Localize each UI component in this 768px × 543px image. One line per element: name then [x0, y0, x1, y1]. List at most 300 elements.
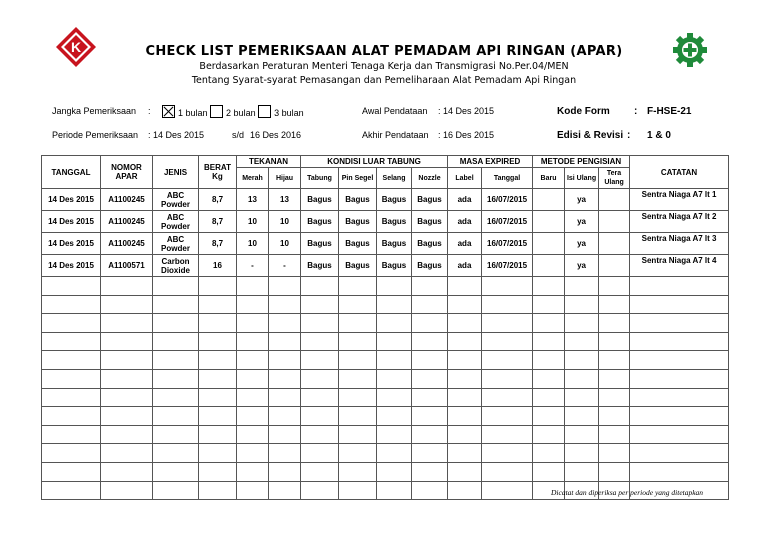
empty-cell-pin-segel — [339, 462, 377, 481]
empty-cell-berat — [199, 351, 237, 370]
empty-cell-pin-segel — [339, 332, 377, 351]
sd-label: s/d — [232, 130, 245, 140]
empty-cell-baru — [533, 295, 565, 314]
empty-cell-merah — [237, 407, 269, 426]
empty-cell-label — [448, 388, 482, 407]
empty-table-row — [42, 314, 729, 333]
empty-cell-nomor-apar — [101, 277, 153, 296]
empty-cell-baru — [533, 407, 565, 426]
empty-cell-hijau — [269, 425, 301, 444]
empty-cell-nozzle — [412, 425, 448, 444]
empty-cell-isi-ulang — [565, 444, 599, 463]
empty-cell-nozzle — [412, 444, 448, 463]
document-subtitle-topic: Tentang Syarat-syarat Pemasangan dan Pemeliharaan Alat Pemadam Api Ringan — [191, 75, 577, 86]
cell-tabung: Bagus — [301, 233, 339, 255]
empty-cell-tera-ulang — [599, 444, 630, 463]
header-tanggal-expired: Tanggal — [482, 168, 533, 189]
empty-cell-tanggal — [42, 295, 101, 314]
empty-cell-tanggal — [42, 444, 101, 463]
empty-cell-baru — [533, 277, 565, 296]
cell-tabung: Bagus — [301, 255, 339, 277]
empty-cell-tabung — [301, 388, 339, 407]
empty-cell-isi-ulang — [565, 407, 599, 426]
empty-cell-hijau — [269, 407, 301, 426]
empty-cell-nomor-apar — [101, 425, 153, 444]
empty-cell-catatan — [630, 407, 729, 426]
cell-selang: Bagus — [377, 233, 412, 255]
empty-cell-berat — [199, 332, 237, 351]
empty-cell-baru — [533, 425, 565, 444]
empty-cell-tanggal-expired — [482, 351, 533, 370]
empty-table-row — [42, 369, 729, 388]
cell-nozzle: Bagus — [412, 211, 448, 233]
empty-cell-tanggal-expired — [482, 369, 533, 388]
empty-table-row — [42, 277, 729, 296]
empty-cell-nozzle — [412, 481, 448, 500]
empty-cell-merah — [237, 332, 269, 351]
empty-cell-merah — [237, 481, 269, 500]
empty-cell-pin-segel — [339, 351, 377, 370]
empty-cell-nomor-apar — [101, 407, 153, 426]
empty-cell-label — [448, 277, 482, 296]
table-row — [42, 211, 729, 233]
empty-cell-berat — [199, 481, 237, 500]
empty-cell-tanggal-expired — [482, 277, 533, 296]
cell-baru — [533, 233, 565, 255]
jangka-colon: : — [148, 106, 151, 116]
empty-cell-isi-ulang — [565, 369, 599, 388]
empty-table-row — [42, 332, 729, 351]
empty-cell-catatan — [630, 332, 729, 351]
empty-cell-selang — [377, 332, 412, 351]
empty-cell-tanggal — [42, 314, 101, 333]
empty-cell-tanggal — [42, 481, 101, 500]
empty-cell-selang — [377, 295, 412, 314]
empty-cell-jenis — [153, 425, 199, 444]
empty-cell-hijau — [269, 369, 301, 388]
empty-cell-merah — [237, 295, 269, 314]
header-merah: Merah — [237, 168, 269, 189]
empty-cell-tera-ulang — [599, 369, 630, 388]
empty-cell-tanggal-expired — [482, 407, 533, 426]
cell-berat: 8,7 — [199, 211, 237, 233]
empty-cell-nozzle — [412, 277, 448, 296]
empty-cell-tanggal — [42, 277, 101, 296]
empty-cell-tanggal — [42, 425, 101, 444]
header-tera-ulang: Tera Ulang — [599, 168, 630, 189]
empty-cell-tabung — [301, 314, 339, 333]
empty-cell-berat — [199, 462, 237, 481]
cell-tanggal-expired: 16/07/2015 — [482, 255, 533, 277]
cell-pin-segel: Bagus — [339, 255, 377, 277]
empty-cell-isi-ulang — [565, 295, 599, 314]
empty-cell-pin-segel — [339, 277, 377, 296]
empty-cell-tanggal — [42, 332, 101, 351]
akhir-value: : 16 Des 2015 — [438, 130, 495, 140]
empty-cell-baru — [533, 351, 565, 370]
empty-cell-catatan — [630, 351, 729, 370]
empty-cell-label — [448, 332, 482, 351]
empty-cell-tanggal-expired — [482, 314, 533, 333]
empty-cell-tabung — [301, 277, 339, 296]
cell-hijau: 10 — [269, 233, 301, 255]
empty-cell-tanggal — [42, 462, 101, 481]
edisi-value: 1 & 0 — [647, 130, 671, 141]
cell-tanggal: 14 Des 2015 — [42, 189, 101, 211]
empty-cell-tera-ulang — [599, 332, 630, 351]
cell-merah: 10 — [237, 211, 269, 233]
empty-cell-label — [448, 351, 482, 370]
empty-cell-hijau — [269, 314, 301, 333]
cell-tanggal: 14 Des 2015 — [42, 255, 101, 277]
empty-cell-tera-ulang — [599, 314, 630, 333]
empty-table-row — [42, 407, 729, 426]
empty-cell-tanggal — [42, 351, 101, 370]
empty-cell-baru — [533, 444, 565, 463]
cell-tanggal: 14 Des 2015 — [42, 233, 101, 255]
empty-cell-tanggal — [42, 388, 101, 407]
empty-cell-berat — [199, 444, 237, 463]
empty-cell-selang — [377, 314, 412, 333]
empty-cell-pin-segel — [339, 407, 377, 426]
empty-cell-jenis — [153, 407, 199, 426]
empty-cell-catatan — [630, 462, 729, 481]
cell-pin-segel: Bagus — [339, 233, 377, 255]
kode-form-value: F-HSE-21 — [647, 106, 692, 117]
cell-tanggal-expired: 16/07/2015 — [482, 211, 533, 233]
empty-cell-isi-ulang — [565, 314, 599, 333]
header-masa-expired: MASA EXPIRED — [448, 156, 533, 168]
cell-berat: 8,7 — [199, 233, 237, 255]
empty-cell-berat — [199, 388, 237, 407]
empty-cell-jenis — [153, 277, 199, 296]
empty-cell-hijau — [269, 295, 301, 314]
empty-table-row — [42, 444, 729, 463]
cell-merah: 10 — [237, 233, 269, 255]
apar-checklist-table — [41, 155, 729, 500]
cell-baru — [533, 189, 565, 211]
empty-cell-isi-ulang — [565, 425, 599, 444]
awal-value: : 14 Des 2015 — [438, 106, 495, 116]
sd-value: 16 Des 2016 — [250, 130, 302, 140]
table-row — [42, 189, 729, 211]
empty-cell-tabung — [301, 407, 339, 426]
empty-cell-selang — [377, 481, 412, 500]
empty-table-row — [42, 425, 729, 444]
cell-pin-segel: Bagus — [339, 189, 377, 211]
empty-cell-tanggal-expired — [482, 332, 533, 351]
empty-cell-selang — [377, 407, 412, 426]
empty-cell-jenis — [153, 295, 199, 314]
empty-cell-nomor-apar — [101, 295, 153, 314]
cell-jenis: ABC Powder — [153, 233, 199, 255]
cell-nomor-apar: A1100571 — [101, 255, 153, 277]
empty-cell-nozzle — [412, 462, 448, 481]
empty-cell-label — [448, 295, 482, 314]
header-tabung: Tabung — [301, 168, 339, 189]
cell-hijau: 10 — [269, 211, 301, 233]
empty-cell-tabung — [301, 295, 339, 314]
empty-cell-nozzle — [412, 314, 448, 333]
empty-cell-hijau — [269, 332, 301, 351]
empty-cell-merah — [237, 388, 269, 407]
cell-label: ada — [448, 255, 482, 277]
table-body — [42, 189, 729, 500]
empty-cell-label — [448, 462, 482, 481]
empty-cell-tabung — [301, 425, 339, 444]
cell-tera-ulang — [599, 211, 630, 233]
checkbox-3-bulan[interactable] — [258, 105, 271, 118]
cell-catatan: Sentra Niaga A7 lt 4 — [630, 255, 729, 277]
cell-tera-ulang — [599, 255, 630, 277]
cell-tabung: Bagus — [301, 189, 339, 211]
empty-cell-baru — [533, 462, 565, 481]
header-baru: Baru — [533, 168, 565, 189]
cell-catatan: Sentra Niaga A7 lt 2 — [630, 211, 729, 233]
cell-tanggal: 14 Des 2015 — [42, 211, 101, 233]
empty-cell-selang — [377, 444, 412, 463]
header-selang: Selang — [377, 168, 412, 189]
header-hijau: Hijau — [269, 168, 301, 189]
empty-cell-selang — [377, 462, 412, 481]
header-pin-segel: Pin Segel — [339, 168, 377, 189]
akhir-label: Akhir Pendataan — [362, 130, 429, 140]
empty-cell-jenis — [153, 314, 199, 333]
empty-cell-merah — [237, 462, 269, 481]
empty-cell-selang — [377, 388, 412, 407]
header-tekanan: TEKANAN — [237, 156, 301, 168]
empty-cell-label — [448, 407, 482, 426]
empty-table-row — [42, 295, 729, 314]
empty-cell-isi-ulang — [565, 351, 599, 370]
empty-cell-tanggal — [42, 369, 101, 388]
cell-selang: Bagus — [377, 189, 412, 211]
cell-nozzle: Bagus — [412, 233, 448, 255]
empty-cell-label — [448, 369, 482, 388]
cell-nozzle: Bagus — [412, 255, 448, 277]
header-isi-ulang: Isi Ulang — [565, 168, 599, 189]
cell-berat: 16 — [199, 255, 237, 277]
cell-catatan: Sentra Niaga A7 lt 1 — [630, 189, 729, 211]
empty-cell-tanggal-expired — [482, 444, 533, 463]
header-catatan: CATATAN — [630, 156, 729, 189]
cell-baru — [533, 255, 565, 277]
empty-cell-nomor-apar — [101, 444, 153, 463]
logo-letter: K — [70, 39, 82, 55]
empty-cell-catatan — [630, 277, 729, 296]
empty-cell-tabung — [301, 444, 339, 463]
empty-cell-merah — [237, 369, 269, 388]
kode-form-label: Kode Form — [557, 106, 610, 117]
empty-cell-tera-ulang — [599, 388, 630, 407]
header-kondisi: KONDISI LUAR TABUNG — [301, 156, 448, 168]
empty-cell-tera-ulang — [599, 277, 630, 296]
cell-nomor-apar: A1100245 — [101, 211, 153, 233]
option-3-bulan-label: 3 bulan — [274, 108, 304, 118]
empty-table-row — [42, 388, 729, 407]
empty-cell-tanggal — [42, 407, 101, 426]
empty-cell-nozzle — [412, 369, 448, 388]
empty-cell-pin-segel — [339, 369, 377, 388]
cell-tabung: Bagus — [301, 211, 339, 233]
empty-cell-pin-segel — [339, 295, 377, 314]
cell-label: ada — [448, 189, 482, 211]
empty-cell-nomor-apar — [101, 351, 153, 370]
empty-cell-catatan — [630, 388, 729, 407]
periode-value: : 14 Des 2015 — [148, 130, 205, 140]
empty-cell-nomor-apar — [101, 369, 153, 388]
empty-cell-berat — [199, 407, 237, 426]
option-2-bulan-label: 2 bulan — [226, 108, 256, 118]
empty-cell-tera-ulang — [599, 407, 630, 426]
cell-isi-ulang: ya — [565, 189, 599, 211]
empty-cell-isi-ulang — [565, 462, 599, 481]
empty-cell-catatan — [630, 369, 729, 388]
cell-label: ada — [448, 211, 482, 233]
empty-cell-tabung — [301, 369, 339, 388]
empty-cell-nozzle — [412, 332, 448, 351]
checkbox-2-bulan[interactable] — [210, 105, 223, 118]
cell-selang: Bagus — [377, 211, 412, 233]
empty-cell-merah — [237, 425, 269, 444]
empty-cell-selang — [377, 277, 412, 296]
empty-cell-hijau — [269, 481, 301, 500]
empty-cell-hijau — [269, 277, 301, 296]
empty-cell-nomor-apar — [101, 462, 153, 481]
empty-cell-nozzle — [412, 295, 448, 314]
empty-cell-nomor-apar — [101, 388, 153, 407]
table-row — [42, 255, 729, 277]
empty-cell-pin-segel — [339, 314, 377, 333]
empty-cell-isi-ulang — [565, 388, 599, 407]
document-subtitle-regulation: Berdasarkan Peraturan Menteri Tenaga Kerja dan Transmigrasi No.Per.04/MEN — [199, 61, 569, 72]
empty-cell-pin-segel — [339, 425, 377, 444]
header-label: Label — [448, 168, 482, 189]
empty-cell-tabung — [301, 481, 339, 500]
cell-pin-segel: Bagus — [339, 211, 377, 233]
empty-cell-merah — [237, 277, 269, 296]
empty-cell-baru — [533, 332, 565, 351]
empty-cell-catatan — [630, 295, 729, 314]
empty-cell-jenis — [153, 369, 199, 388]
empty-cell-tera-ulang — [599, 462, 630, 481]
document-title: CHECK LIST PEMERIKSAAN ALAT PEMADAM API RINGAN (APAR) — [145, 44, 623, 59]
cell-merah: 13 — [237, 189, 269, 211]
periode-label: Periode Pemeriksaan — [52, 130, 139, 140]
empty-cell-label — [448, 481, 482, 500]
cell-catatan: Sentra Niaga A7 lt 3 — [630, 233, 729, 255]
empty-cell-baru — [533, 388, 565, 407]
cell-jenis: ABC Powder — [153, 189, 199, 211]
cell-nomor-apar: A1100245 — [101, 189, 153, 211]
kode-form-colon: : — [634, 106, 638, 117]
header-nomor-apar: NOMOR APAR — [101, 156, 153, 189]
empty-cell-tabung — [301, 351, 339, 370]
empty-cell-tera-ulang — [599, 425, 630, 444]
empty-cell-selang — [377, 369, 412, 388]
empty-cell-jenis — [153, 481, 199, 500]
empty-cell-tanggal-expired — [482, 388, 533, 407]
cell-berat: 8,7 — [199, 189, 237, 211]
header-tanggal: TANGGAL — [42, 156, 101, 189]
cell-nozzle: Bagus — [412, 189, 448, 211]
empty-cell-catatan — [630, 444, 729, 463]
cell-jenis: ABC Powder — [153, 211, 199, 233]
empty-cell-jenis — [153, 332, 199, 351]
empty-cell-pin-segel — [339, 444, 377, 463]
jangka-options — [162, 105, 304, 118]
empty-cell-tanggal-expired — [482, 425, 533, 444]
empty-cell-tera-ulang — [599, 351, 630, 370]
footer-note: Dicatat dan diperiksa per periode yang ditetapkan — [551, 488, 704, 497]
empty-cell-nozzle — [412, 407, 448, 426]
empty-cell-nomor-apar — [101, 332, 153, 351]
empty-cell-nozzle — [412, 351, 448, 370]
empty-cell-label — [448, 314, 482, 333]
empty-cell-nozzle — [412, 388, 448, 407]
table-row — [42, 233, 729, 255]
empty-cell-berat — [199, 295, 237, 314]
edisi-label: Edisi & Revisi — [557, 130, 624, 141]
empty-cell-pin-segel — [339, 481, 377, 500]
empty-cell-tanggal-expired — [482, 295, 533, 314]
header-berat: BERAT Kg — [199, 156, 237, 189]
empty-cell-isi-ulang — [565, 277, 599, 296]
cell-isi-ulang: ya — [565, 233, 599, 255]
cell-merah: - — [237, 255, 269, 277]
empty-cell-hijau — [269, 462, 301, 481]
empty-cell-baru — [533, 314, 565, 333]
empty-cell-selang — [377, 351, 412, 370]
cell-tanggal-expired: 16/07/2015 — [482, 233, 533, 255]
cell-selang: Bagus — [377, 255, 412, 277]
awal-label: Awal Pendataan — [362, 106, 428, 116]
cell-hijau: - — [269, 255, 301, 277]
empty-cell-hijau — [269, 444, 301, 463]
empty-cell-berat — [199, 277, 237, 296]
empty-cell-berat — [199, 369, 237, 388]
cell-hijau: 13 — [269, 189, 301, 211]
empty-cell-tanggal-expired — [482, 481, 533, 500]
header-metode: METODE PENGISIAN — [533, 156, 630, 168]
empty-cell-nomor-apar — [101, 314, 153, 333]
cell-baru — [533, 211, 565, 233]
empty-cell-baru — [533, 369, 565, 388]
empty-cell-catatan — [630, 314, 729, 333]
cell-nomor-apar: A1100245 — [101, 233, 153, 255]
checkbox-1-bulan[interactable] — [162, 105, 175, 118]
empty-cell-pin-segel — [339, 388, 377, 407]
cell-jenis: Carbon Dioxide — [153, 255, 199, 277]
cell-tanggal-expired: 16/07/2015 — [482, 189, 533, 211]
jangka-label: Jangka Pemeriksaan — [52, 106, 137, 116]
empty-cell-merah — [237, 444, 269, 463]
empty-cell-label — [448, 425, 482, 444]
empty-cell-jenis — [153, 351, 199, 370]
empty-cell-hijau — [269, 388, 301, 407]
empty-table-row — [42, 462, 729, 481]
empty-cell-tabung — [301, 462, 339, 481]
empty-cell-nomor-apar — [101, 481, 153, 500]
empty-cell-tanggal-expired — [482, 462, 533, 481]
empty-cell-tera-ulang — [599, 295, 630, 314]
cell-isi-ulang: ya — [565, 255, 599, 277]
cell-tera-ulang — [599, 189, 630, 211]
empty-cell-tabung — [301, 332, 339, 351]
empty-cell-berat — [199, 425, 237, 444]
empty-cell-merah — [237, 314, 269, 333]
empty-cell-jenis — [153, 462, 199, 481]
